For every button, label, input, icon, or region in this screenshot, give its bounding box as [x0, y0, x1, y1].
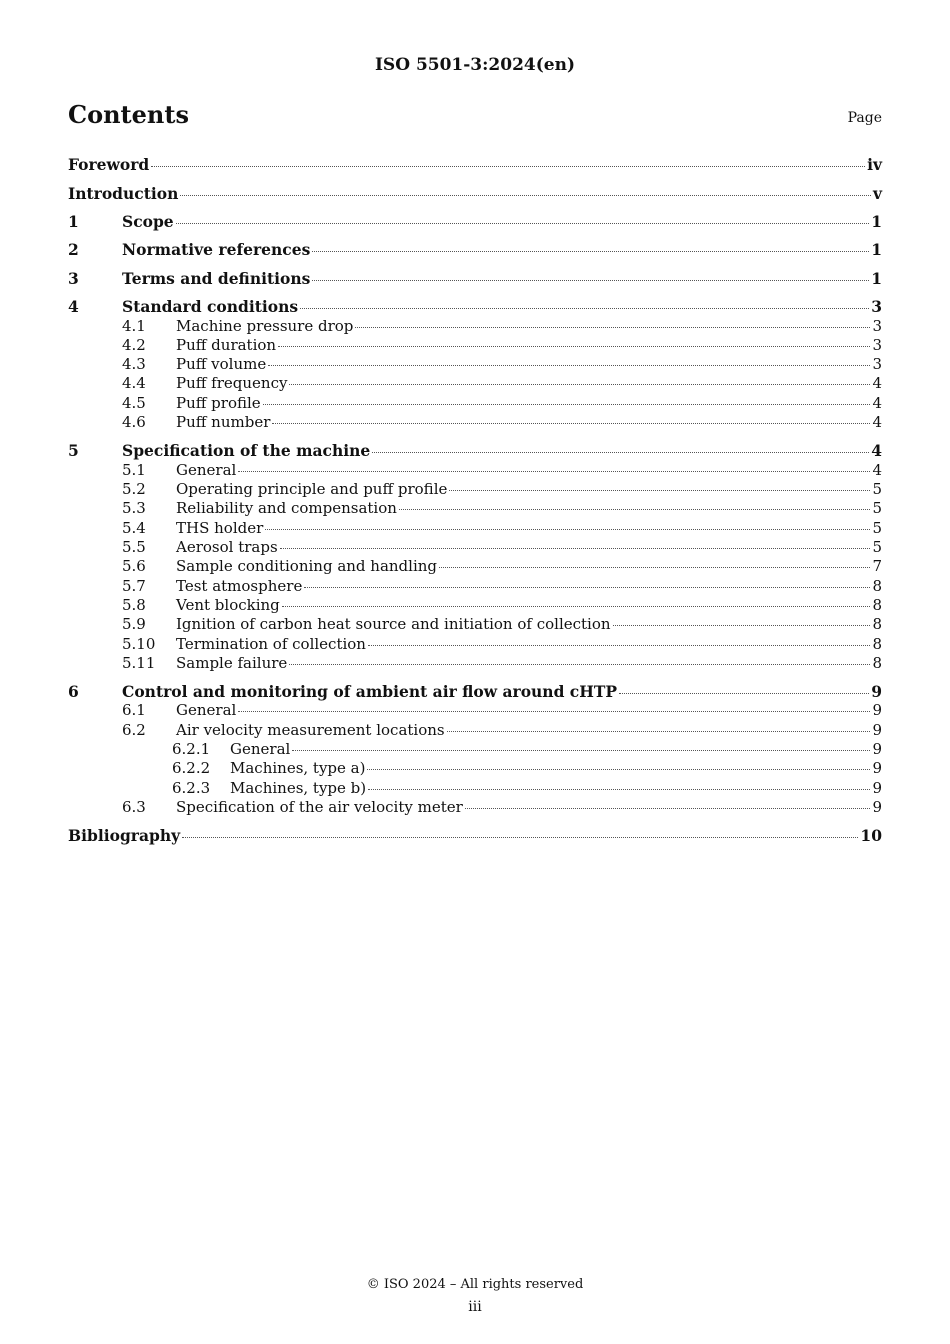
toc-entry-page: 1: [871, 269, 882, 288]
toc-entry-page: 1: [871, 240, 882, 259]
toc-entry[interactable]: [68, 240, 882, 259]
toc-dot-leader: [355, 326, 870, 328]
toc-entry[interactable]: [68, 155, 882, 174]
toc-entry-page: 3: [871, 297, 882, 316]
toc-entry-page: 8: [872, 596, 882, 614]
toc-dot-leader: [265, 528, 870, 530]
toc-entry[interactable]: [68, 615, 882, 634]
toc-entry-page: 8: [872, 635, 882, 653]
toc-entry[interactable]: [68, 355, 882, 374]
toc-dot-leader: [280, 547, 871, 549]
toc-entry-page: 4: [872, 461, 882, 479]
toc-entry-page: 9: [871, 682, 882, 701]
toc-entry-page: 3: [872, 355, 882, 373]
toc-entry-page: v: [872, 184, 882, 203]
toc-entry-title: Puff number: [176, 413, 271, 431]
toc-dot-leader: [439, 566, 870, 568]
toc-dot-leader: [268, 364, 870, 366]
toc-entry[interactable]: [68, 413, 882, 432]
toc-entry[interactable]: [68, 317, 882, 336]
toc-dot-leader: [182, 836, 858, 838]
toc-entry-title: Terms and definitions: [122, 269, 311, 288]
toc-entry-number: 6.2.3: [172, 779, 211, 797]
toc-entry-page: 4: [871, 441, 882, 460]
toc-dot-leader: [613, 624, 871, 626]
toc-entry[interactable]: [68, 577, 882, 596]
toc-entry-title: Aerosol traps: [176, 538, 278, 556]
toc-entry[interactable]: [68, 480, 882, 499]
toc-entry[interactable]: [68, 759, 882, 778]
toc-dot-leader: [449, 489, 870, 491]
toc-entry-number: 6: [68, 682, 79, 701]
footer-copyright: © ISO 2024 – All rights reserved: [366, 1277, 584, 1292]
table-of-contents: [68, 0, 882, 1344]
toc-entry-number: 6.2.2: [172, 759, 211, 777]
toc-dot-leader: [263, 403, 871, 405]
toc-entry-title: Puff profile: [176, 394, 261, 412]
toc-entry-page: 9: [872, 740, 882, 758]
toc-entry-number: 5.5: [122, 538, 146, 556]
toc-entry-page: 9: [872, 779, 882, 797]
toc-entry-number: 4.4: [122, 374, 146, 392]
page-column-label: Page: [847, 110, 882, 126]
toc-entry-number: 5.3: [122, 499, 146, 517]
toc-entry[interactable]: [68, 538, 882, 557]
toc-entry-page: iv: [867, 155, 882, 174]
toc-entry-page: 3: [872, 317, 882, 335]
toc-entry-page: 8: [872, 654, 882, 672]
toc-entry-title: Machines, type b): [230, 779, 367, 797]
toc-entry-page: 10: [860, 826, 882, 845]
toc-dot-leader: [272, 422, 870, 424]
toc-entry-title: Introduction: [68, 184, 179, 203]
toc-entry[interactable]: [68, 499, 882, 518]
toc-entry-title: Specification of the air velocity meter: [176, 798, 463, 816]
toc-entry-number: 5.1: [122, 461, 146, 479]
toc-dot-leader: [367, 768, 870, 770]
toc-dot-leader: [238, 470, 870, 472]
toc-dot-leader: [292, 749, 870, 751]
toc-entry-title: Air velocity measurement locations: [176, 721, 445, 739]
toc-entry[interactable]: [68, 461, 882, 480]
toc-entry-number: 5.7: [122, 577, 146, 595]
toc-entry-number: 5.2: [122, 480, 146, 498]
toc-entry-number: 4.2: [122, 336, 146, 354]
toc-entry[interactable]: [68, 212, 882, 231]
toc-entry-number: 5.10: [122, 635, 156, 653]
toc-entry-title: Termination of collection: [176, 635, 366, 653]
toc-dot-leader: [399, 508, 871, 510]
toc-entry-page: 9: [872, 701, 882, 719]
toc-entry-page: 9: [872, 798, 882, 816]
page-title: Contents: [68, 100, 189, 129]
toc-entry-page: 5: [872, 519, 882, 537]
toc-entry[interactable]: [68, 269, 882, 288]
toc-entry[interactable]: [68, 701, 882, 720]
toc-entry[interactable]: [68, 394, 882, 413]
toc-entry-title: Sample failure: [176, 654, 288, 672]
toc-entry-number: 5.8: [122, 596, 146, 614]
toc-entry-title: Sample conditioning and handling: [176, 557, 438, 575]
toc-entry-number: 5.4: [122, 519, 146, 537]
toc-entry[interactable]: [68, 779, 882, 798]
toc-dot-leader: [282, 605, 871, 607]
toc-entry-page: 8: [872, 577, 882, 595]
toc-entry-number: 1: [68, 212, 79, 231]
toc-entry[interactable]: [68, 336, 882, 355]
toc-entry-number: 6.2: [122, 721, 146, 739]
toc-entry-number: 4: [68, 297, 79, 316]
toc-entry-page: 3: [872, 336, 882, 354]
toc-dot-leader: [619, 692, 869, 694]
toc-entry-title: Puff frequency: [176, 374, 288, 392]
toc-entry-title: Foreword: [68, 155, 150, 174]
toc-entry-page: 4: [872, 394, 882, 412]
toc-entry-title: Operating principle and puff profile: [176, 480, 448, 498]
footer-page-number: iii: [468, 1299, 482, 1315]
toc-entry-page: 1: [871, 212, 882, 231]
toc-entry-number: 4.5: [122, 394, 146, 412]
toc-entry[interactable]: [68, 519, 882, 538]
toc-entry[interactable]: [68, 682, 882, 701]
toc-entry-page: 4: [872, 413, 882, 431]
toc-entry-title: Ignition of carbon heat source and initiation of collection: [176, 615, 611, 633]
toc-entry-number: 5.9: [122, 615, 146, 633]
toc-entry-title: Reliability and compensation: [176, 499, 397, 517]
toc-entry-page: 5: [872, 538, 882, 556]
toc-entry-title: Specification of the machine: [122, 441, 371, 460]
toc-entry-title: General: [230, 740, 291, 758]
toc-dot-leader: [368, 644, 870, 646]
toc-dot-leader: [447, 730, 871, 732]
toc-entry-page: 9: [872, 759, 882, 777]
toc-entry-title: Standard conditions: [122, 297, 299, 316]
toc-entry-number: 6.1: [122, 701, 146, 719]
toc-entry[interactable]: [68, 635, 882, 654]
toc-entry-title: Puff duration: [176, 336, 277, 354]
toc-entry-title: Puff volume: [176, 355, 267, 373]
toc-entry[interactable]: [68, 297, 882, 316]
toc-dot-leader: [304, 586, 870, 588]
toc-dot-leader: [238, 710, 870, 712]
toc-entry-number: 4.1: [122, 317, 146, 335]
toc-dot-leader: [372, 451, 869, 453]
toc-entry-number: 2: [68, 240, 79, 259]
toc-entry[interactable]: [68, 184, 882, 203]
toc-dot-leader: [151, 165, 865, 167]
toc-dot-leader: [312, 250, 869, 252]
toc-entry-page: 9: [872, 721, 882, 739]
toc-entry[interactable]: [68, 654, 882, 673]
toc-dot-leader: [368, 788, 870, 790]
toc-entry[interactable]: [68, 740, 882, 759]
toc-entry-number: 4.3: [122, 355, 146, 373]
toc-entry-page: 5: [872, 499, 882, 517]
toc-dot-leader: [176, 222, 870, 224]
toc-entry-number: 5.11: [122, 654, 156, 672]
toc-entry-title: Machines, type a): [230, 759, 366, 777]
toc-entry[interactable]: [68, 374, 882, 393]
toc-entry-title: Normative references: [122, 240, 311, 259]
toc-entry[interactable]: [68, 721, 882, 740]
toc-entry-number: 5.6: [122, 557, 146, 575]
toc-entry-page: 8: [872, 615, 882, 633]
toc-entry[interactable]: [68, 557, 882, 576]
toc-entry-title: General: [176, 701, 237, 719]
toc-entry-page: 4: [872, 374, 882, 392]
toc-entry-title: Test atmosphere: [176, 577, 303, 595]
toc-entry-title: Control and monitoring of ambient air flow around cHTP: [122, 682, 618, 701]
toc-dot-leader: [289, 663, 870, 665]
toc-entry-number: 6.3: [122, 798, 146, 816]
toc-entry-page: 7: [872, 557, 882, 575]
toc-entry-number: 3: [68, 269, 79, 288]
toc-entry[interactable]: [68, 826, 882, 845]
toc-dot-leader: [180, 194, 871, 196]
toc-entry-title: Bibliography: [68, 826, 181, 845]
toc-dot-leader: [312, 279, 869, 281]
toc-entry-page: 5: [872, 480, 882, 498]
toc-entry[interactable]: [68, 596, 882, 615]
toc-entry-number: 6.2.1: [172, 740, 211, 758]
toc-entry[interactable]: [68, 441, 882, 460]
toc-dot-leader: [300, 307, 869, 309]
toc-entry-title: Vent blocking: [176, 596, 280, 614]
toc-entry-title: General: [176, 461, 237, 479]
toc-dot-leader: [289, 383, 870, 385]
toc-entry-number: 4.6: [122, 413, 146, 431]
toc-entry-title: Machine pressure drop: [176, 317, 354, 335]
toc-entry-number: 5: [68, 441, 79, 460]
toc-dot-leader: [278, 345, 870, 347]
toc-entry-title: Scope: [122, 212, 174, 231]
toc-entry[interactable]: [68, 798, 882, 817]
toc-entry-title: THS holder: [176, 519, 264, 537]
document-id-header: ISO 5501-3:2024(en): [374, 55, 575, 75]
toc-dot-leader: [465, 807, 871, 809]
